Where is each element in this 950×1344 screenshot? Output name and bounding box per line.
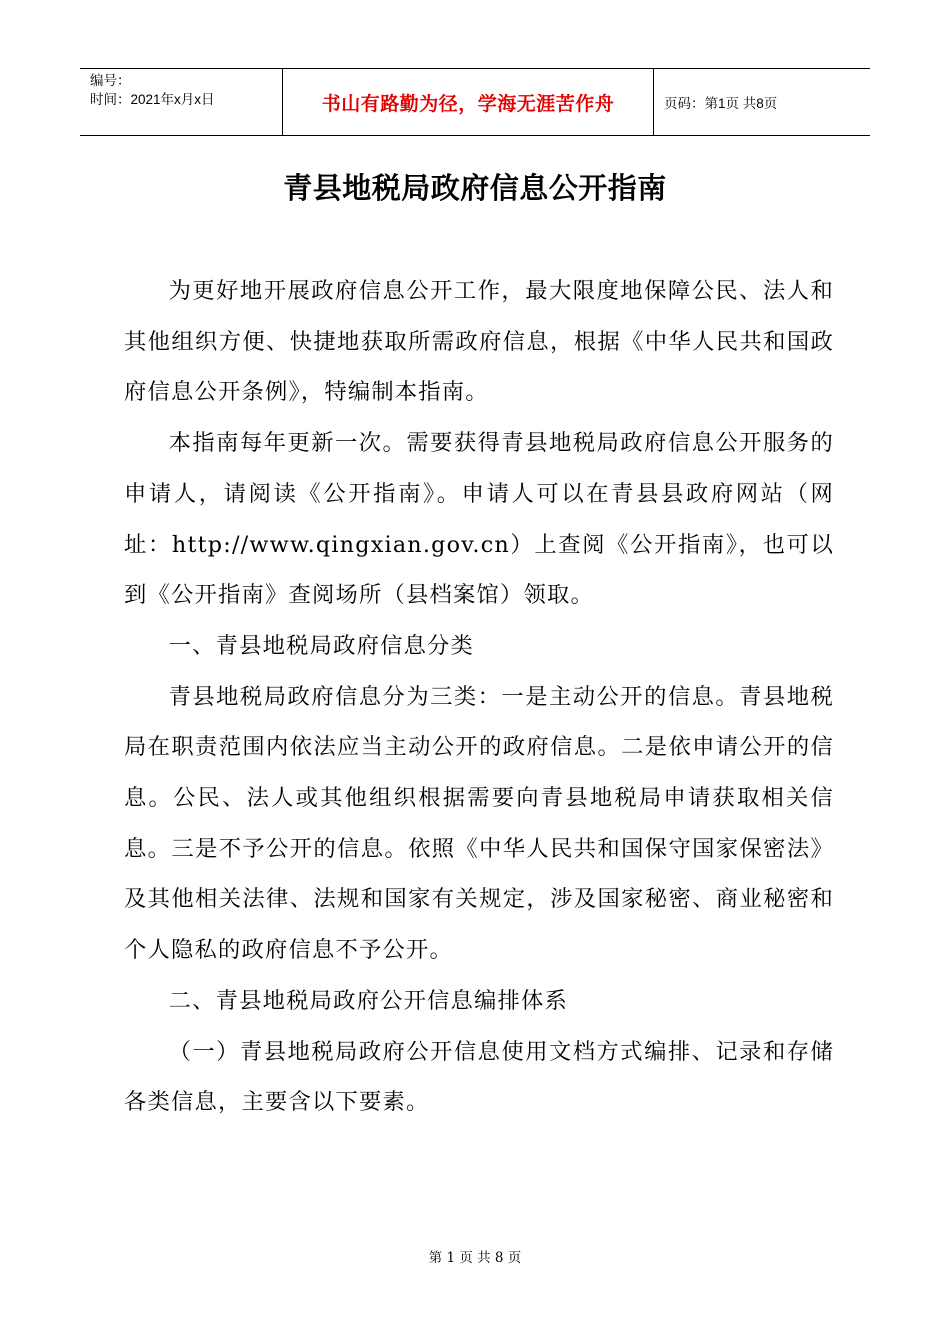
section-heading: 二、青县地税局政府公开信息编排体系: [168, 987, 569, 1014]
page-info: 页码：第1页 共8页: [664, 96, 778, 111]
paragraph: （一）青县地税局政府公开信息使用文档方式编排、记录和存储各类信息，主要含以下要素。: [124, 1038, 834, 1116]
header-page-cell: [654, 69, 870, 135]
motto-text: 书山有路勤为径，学海无涯苦作舟: [321, 92, 615, 115]
header-meta: [80, 69, 282, 135]
number-label: 编号：: [90, 73, 131, 88]
document-title: 青县地税局政府信息公开指南: [283, 171, 667, 205]
paragraph: 为更好地开展政府信息公开工作，最大限度地保障公民、法人和其他组织方便、快捷地获取所需政府信息，根据《中华人民共和国政府信息公开条例》，特编制本指南。: [124, 278, 834, 406]
paragraph: 本指南每年更新一次。需要获得青县地税局政府信息公开服务的申请人，请阅读《公开指南》。申请人可以在青县县政府网站（网址：http://www.qingxian.gov.cn）上查阅《公开指南》，也可以到《公开指南》查阅场所（县档案馆）领取。: [124, 430, 834, 609]
paragraph: 青县地税局政府信息分为三类：一是主动公开的信息。青县地税局在职责范围内依法应当主动公开的政府信息。二是依申请公开的信息。公民、法人或其他组织根据需要向青县地税局申请获取相关信息。三是不予公开的信息。依照《中华人民共和国保守国家保密法》及其他相关法律、法规和国家有关规定，涉及国家秘密、商业秘密和个人隐私的政府信息不予公开。: [124, 683, 834, 964]
date-label: 时间：2021年x月x日: [90, 92, 215, 107]
document-header: [80, 68, 870, 136]
page-footer: 第 1 页 共 8 页: [428, 1250, 522, 1266]
header-motto-cell: [282, 69, 654, 135]
section-heading: 一、青县地税局政府信息分类: [168, 632, 475, 659]
document-body: [124, 266, 834, 1128]
